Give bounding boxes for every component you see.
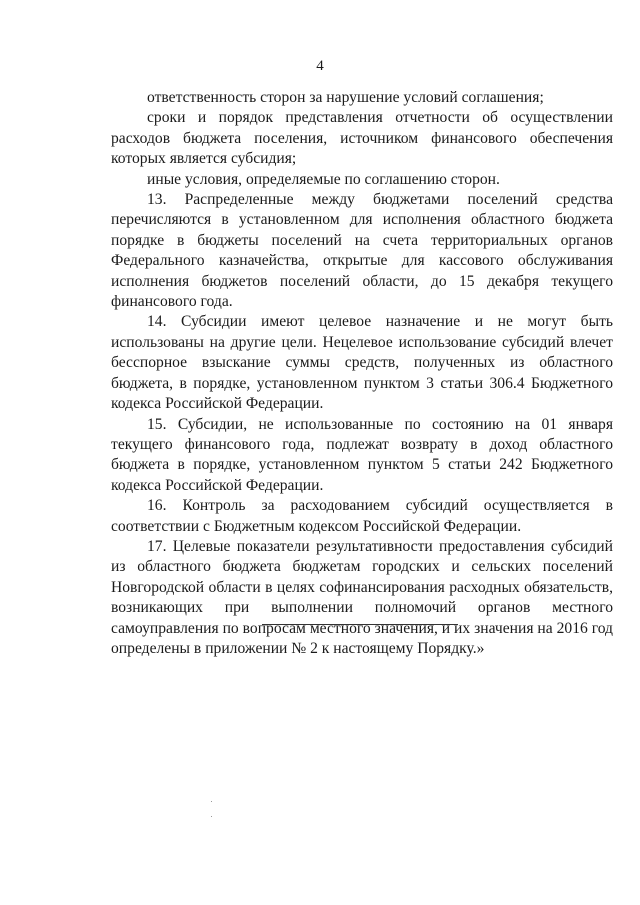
document-body bbox=[111, 88, 613, 659]
paragraph-reporting-terms: сроки и порядок представления отчетности об осуществлении расходов бюджета поселения, источником финансового обеспечения которых является субсидия; bbox=[111, 109, 613, 168]
scan-speck bbox=[211, 801, 212, 802]
page-number: 4 bbox=[316, 58, 324, 74]
paragraph-other-conditions: иные условия, определяемые по соглашению сторон. bbox=[147, 170, 500, 188]
closing-divider bbox=[262, 624, 458, 625]
paragraph-16: 16. Контроль за расходованием субсидий осуществляется в соответствии с Бюджетным кодексом Российской Федерации. bbox=[111, 497, 613, 535]
paragraph-13: 13. Распределенные между бюджетами поселений средства перечисляются в установленном для исполнения областного бюджета порядке в бюджеты поселений на счета территориальных органов Федерального казначейства, открытые для кассового обслуживания исполнения бюджетов поселений области, до 15 декабря текущего финансового года. bbox=[111, 191, 613, 311]
paragraph-17: 17. Целевые показатели результативности предоставления субсидий из областного бюджета бюджетам городских и сельских поселений Новгородской области в целях софинансирования расходных обязательств, возникающих при выполнении полномочий органов местного самоуправления по вопросам местного значения, и их значения на 2016 год определены в приложении № 2 к настоящему Порядку.» bbox=[111, 537, 613, 657]
paragraph-responsibility: ответственность сторон за нарушение условий соглашения; bbox=[147, 89, 544, 106]
scan-speck bbox=[211, 816, 212, 817]
paragraph-15: 15. Субсидии, не использованные по состоянию на 01 января текущего финансового года, подлежат возврату в доход областного бюджета в порядке, установленном пунктом 5 статьи 242 Бюджетного кодекса Российской Федерации. bbox=[111, 415, 613, 494]
paragraph-14: 14. Субсидии имеют целевое назначение и не могут быть использованы на другие цели. Нецелевое использование субсидий влечет бесспорное взыскание суммы средств, полученных из областного бюджета, в порядке, установленном пунктом 3 статьи 306.4 Бюджетного кодекса Российской Федерации. bbox=[111, 313, 613, 413]
